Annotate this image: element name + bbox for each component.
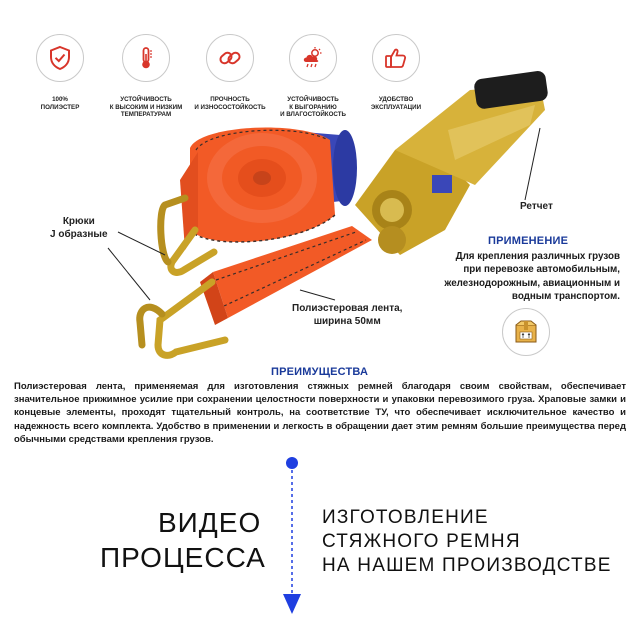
strap-roll	[190, 128, 335, 242]
benefits-title: ПРЕИМУЩЕСТВА	[271, 366, 369, 378]
video-title-line-2: ПРОЦЕССА	[100, 542, 266, 573]
video-title-line-1: ВИДЕО	[158, 507, 262, 538]
ratchet-mechanism	[355, 70, 549, 255]
video-desc-line-2: СТЯЖНОГО РЕМНЯ	[322, 531, 521, 552]
usage-text: Для крепления различных грузов при перевозке автомобильным, железнодорожным, авиационным и водным транспортом.	[444, 251, 620, 302]
timeline-start-dot	[286, 457, 298, 469]
callout-ratchet: Ретчет	[520, 201, 553, 212]
ratchet-leader-line	[525, 128, 540, 200]
benefits-text: Полиэстеровая лента, применяемая для изготовления стяжных ремней благодаря своим свойствам, обеспечивает значительное прижимное усилие при сохранении целостности поверхности и упаковки перевозимого груза. Храповые замки и концевые элементы, проходят тщательный контроль, на соответствие ТУ, что обеспечивает исключительное качество и надежность всего комплекта. Удобство в применении и легкость в обращении дает этим ремням большие преимущества перед обычными средствами крепления грузов.	[14, 381, 626, 445]
arrow-down-icon	[283, 594, 301, 614]
video-desc-line-3: НА НАШЕМ ПРОИЗВОДСТВЕ	[322, 555, 612, 576]
timeline-arrow	[278, 452, 306, 622]
hooks-leader-line-2	[108, 248, 150, 300]
usage-title: ПРИМЕНЕНИЕ	[488, 235, 569, 247]
callout-tape: Полиэстеровая лента, ширина 50мм	[292, 303, 403, 327]
feature-label: УСТОЙЧИВОСТЬ К ВЫГОРАНИЮ И ВЛАГОСТОЙКОСТЬ	[280, 96, 346, 119]
feature-label: ПРОЧНОСТЬ И ИЗНОСОСТОЙКОСТЬ	[194, 96, 266, 111]
video-desc-line-1: ИЗГОТОВЛЕНИЕ	[322, 507, 489, 528]
feature-label: УСТОЙЧИВОСТЬ К ВЫСОКИМ И НИЗКИМ ТЕМПЕРАТУРАМ	[109, 96, 183, 119]
callout-hooks: Крюки J образные	[50, 216, 108, 240]
feature-label: УДОБСТВО ЭКСПЛУАТАЦИИ	[370, 96, 422, 111]
package-box-icon	[502, 308, 550, 356]
tape-leader-line	[300, 290, 335, 300]
feature-label: 100% ПОЛИЭСТЕР	[40, 96, 80, 111]
